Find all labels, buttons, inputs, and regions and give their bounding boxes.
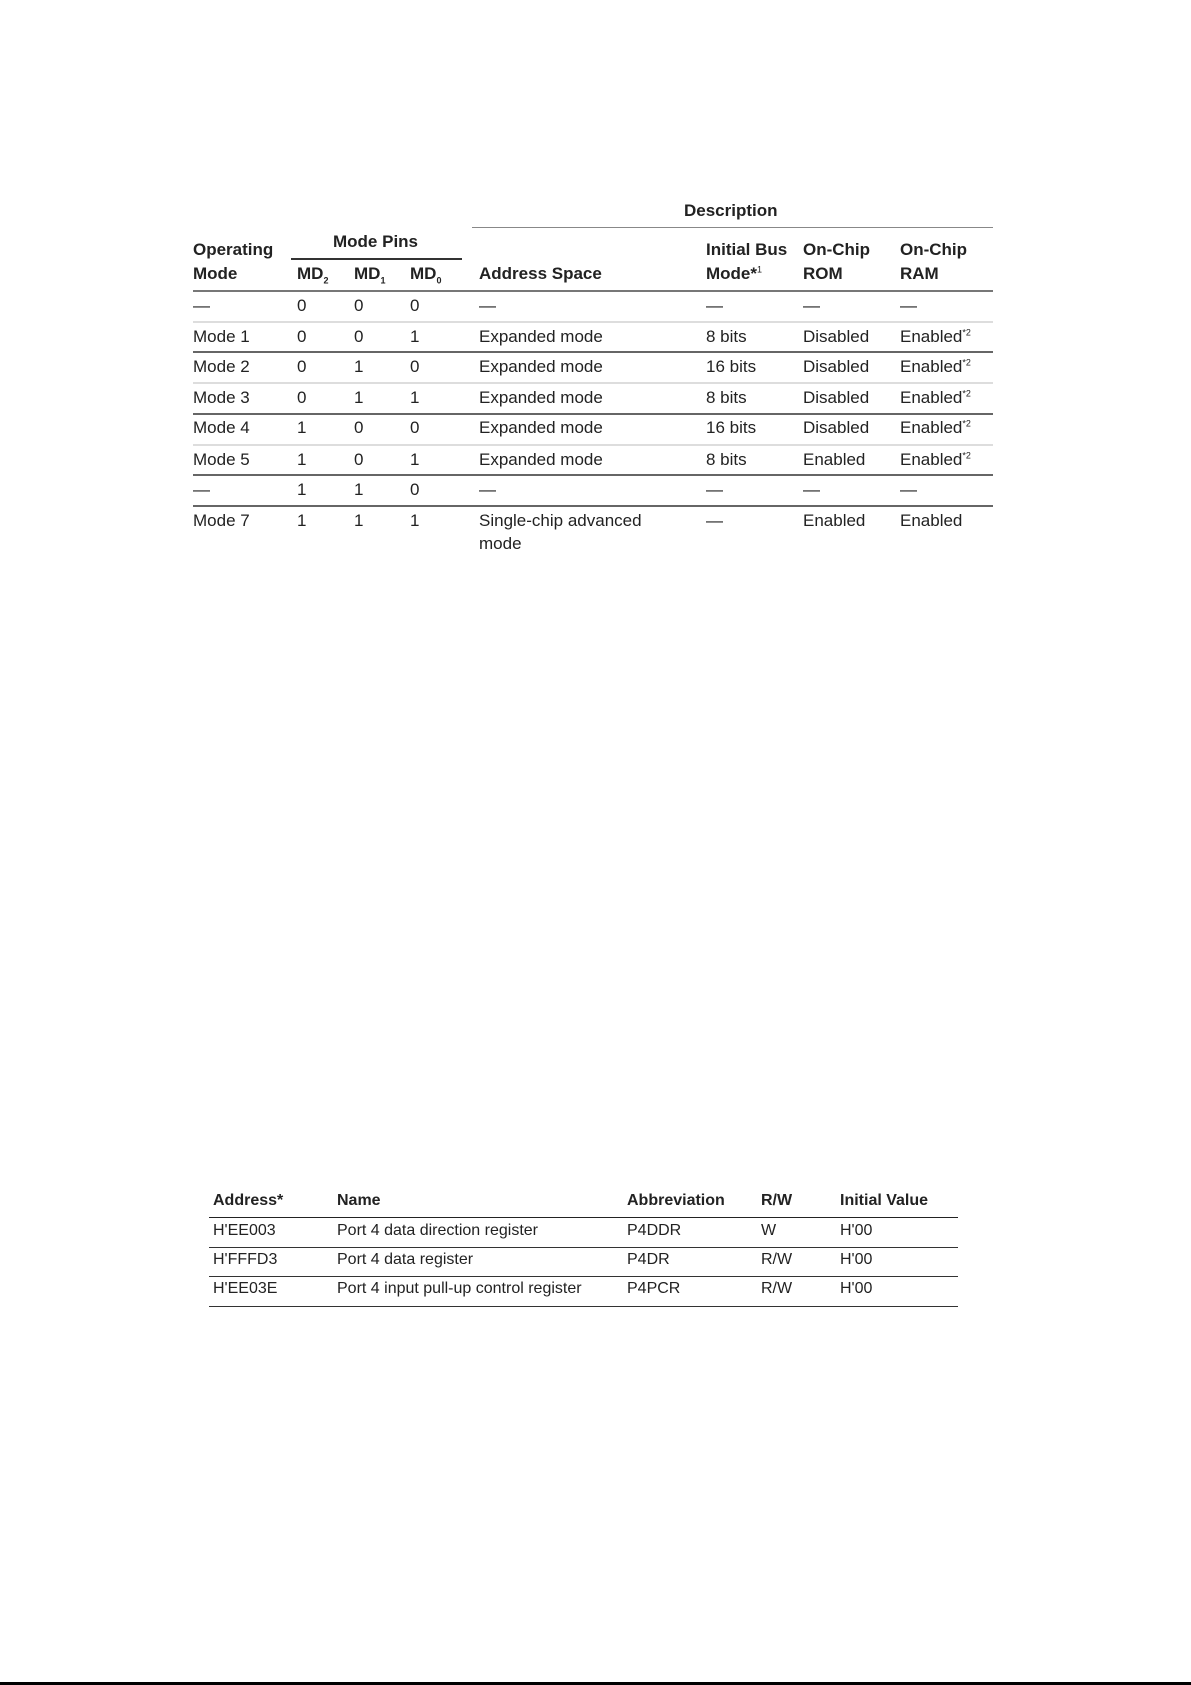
cell-bus: 16 bits	[706, 418, 757, 437]
cell-rom: Disabled	[803, 388, 870, 407]
row-divider	[209, 1306, 958, 1307]
cell-addr: Expanded mode	[479, 418, 603, 437]
cell-ram: Enabled	[900, 511, 963, 530]
cell-ram: Enabled$^{*2}$	[900, 418, 971, 437]
header-rom-1: On-Chip	[803, 240, 871, 259]
row-divider	[209, 1247, 958, 1248]
table-cell: P4DR	[627, 1251, 670, 1268]
cell-ram: Enabled$^{*2}$	[900, 357, 971, 376]
table-cell: R/W	[761, 1280, 793, 1297]
table-cell: P4PCR	[627, 1280, 681, 1297]
cell-addr: Expanded mode	[479, 388, 603, 407]
cell-rom: Disabled	[803, 357, 870, 376]
table-cell: P4DDR	[627, 1222, 682, 1239]
footnote-ref: *2	[962, 388, 971, 399]
cell-md2: 0	[297, 357, 307, 376]
table-cell: W	[761, 1222, 777, 1239]
header-rom-2: ROM	[803, 264, 843, 283]
header-mode: Mode	[193, 264, 238, 283]
header-cell: Address*	[213, 1192, 284, 1209]
cell-mode: Mode 1	[193, 327, 250, 346]
cell-rom: —	[803, 296, 820, 315]
table-cell: H'00	[840, 1222, 873, 1239]
cell-bus: —	[706, 296, 723, 315]
table-cell: Port 4 input pull-up control register	[337, 1280, 582, 1297]
header-md2: $MD_2$	[297, 264, 329, 286]
cell-addr: —	[479, 480, 496, 499]
cell-md1: 1	[354, 388, 364, 407]
header-cell: Abbreviation	[627, 1192, 725, 1209]
table-cell: H'EE03E	[213, 1280, 278, 1297]
divider	[291, 258, 462, 260]
divider	[209, 1217, 958, 1218]
table-cell: H'FFFD3	[213, 1251, 278, 1268]
row-divider	[193, 413, 993, 415]
cell-mode: —	[193, 480, 210, 499]
header-md1: $MD_1$	[354, 264, 386, 286]
table-cell: H'00	[840, 1251, 873, 1268]
cell-rom: —	[803, 480, 820, 499]
row-divider	[193, 382, 993, 384]
table-cell: H'00	[840, 1280, 873, 1297]
table-cell: R/W	[761, 1251, 793, 1268]
cell-md2: 1	[297, 480, 307, 499]
footnote-ref: *2	[962, 450, 971, 461]
cell-md1: 0	[354, 327, 364, 346]
cell-bus: —	[706, 480, 723, 499]
row-divider	[193, 474, 993, 476]
cell-rom: Enabled	[803, 450, 866, 469]
table-cell: H'EE003	[213, 1222, 276, 1239]
cell-addr: Expanded mode	[479, 327, 603, 346]
cell-md2: 1	[297, 450, 307, 469]
row-divider	[193, 351, 993, 353]
header-cell: Initial Value	[840, 1192, 929, 1209]
cell-ram: Enabled$^{*2}$	[900, 388, 971, 407]
header-md0: $MD_0$	[410, 264, 442, 286]
table-cell: Port 4 data register	[337, 1251, 474, 1268]
header-cell: Name	[337, 1192, 381, 1209]
cell-md2: 0	[297, 388, 307, 407]
cell-mode: —	[193, 296, 210, 315]
cell-bus: 8 bits	[706, 388, 747, 407]
header-mode-pins: Mode Pins	[333, 232, 419, 251]
cell-ram: —	[900, 296, 917, 315]
cell-md0: 0	[410, 357, 420, 376]
cell-bus: 8 bits	[706, 450, 747, 469]
cell-md0: 0	[410, 296, 420, 315]
footnote-ref: *2	[962, 357, 971, 368]
cell-mode: Mode 3	[193, 388, 250, 407]
divider	[472, 227, 993, 228]
cell-ram: Enabled$^{*2}$	[900, 327, 971, 346]
header-operating: Operating	[193, 240, 274, 259]
cell-md0: 0	[410, 480, 420, 499]
cell-rom: Enabled	[803, 511, 866, 530]
cell-addr: —	[479, 296, 496, 315]
cell-rom: Disabled	[803, 327, 870, 346]
cell-ram: Enabled$^{*2}$	[900, 450, 971, 469]
cell-md1: 0	[354, 418, 364, 437]
cell-md0: 1	[410, 511, 420, 530]
cell-md1: 1	[354, 511, 364, 530]
cell-mode: Mode 2	[193, 357, 250, 376]
header-bus-mode: Mode*$^1$	[706, 264, 763, 283]
header-initial-bus: Initial Bus	[706, 240, 788, 259]
header-ram-2: RAM	[900, 264, 939, 283]
row-divider	[193, 321, 993, 323]
cell-md2: 1	[297, 511, 307, 530]
footnote-ref: *2	[962, 327, 971, 338]
cell-rom: Disabled	[803, 418, 870, 437]
divider	[193, 290, 993, 292]
cell-mode: Mode 4	[193, 418, 250, 437]
cell-md1: 1	[354, 480, 364, 499]
cell-md2: 0	[297, 296, 307, 315]
cell-addr-cont: mode	[479, 534, 522, 553]
row-divider	[193, 444, 993, 446]
cell-addr: Expanded mode	[479, 450, 603, 469]
cell-md1: 0	[354, 450, 364, 469]
cell-addr: Expanded mode	[479, 357, 603, 376]
header-address-space: Address Space	[479, 264, 602, 283]
cell-bus: —	[706, 511, 723, 530]
row-divider	[209, 1276, 958, 1277]
header-description: Description	[684, 201, 778, 220]
cell-md2: 0	[297, 327, 307, 346]
cell-md0: 0	[410, 418, 420, 437]
cell-bus: 16 bits	[706, 357, 757, 376]
cell-bus: 8 bits	[706, 327, 747, 346]
cell-md0: 1	[410, 388, 420, 407]
footnote-ref: *2	[962, 418, 971, 429]
header-ram-1: On-Chip	[900, 240, 968, 259]
cell-md1: 1	[354, 357, 364, 376]
cell-mode: Mode 7	[193, 511, 250, 530]
cell-mode: Mode 5	[193, 450, 250, 469]
cell-md0: 1	[410, 327, 420, 346]
row-divider	[193, 505, 993, 507]
cell-md0: 1	[410, 450, 420, 469]
cell-ram: —	[900, 480, 917, 499]
header-cell: R/W	[761, 1192, 793, 1209]
cell-md2: 1	[297, 418, 307, 437]
cell-addr: Single-chip advanced	[479, 511, 642, 530]
cell-md1: 0	[354, 296, 364, 315]
table-cell: Port 4 data direction register	[337, 1222, 538, 1239]
